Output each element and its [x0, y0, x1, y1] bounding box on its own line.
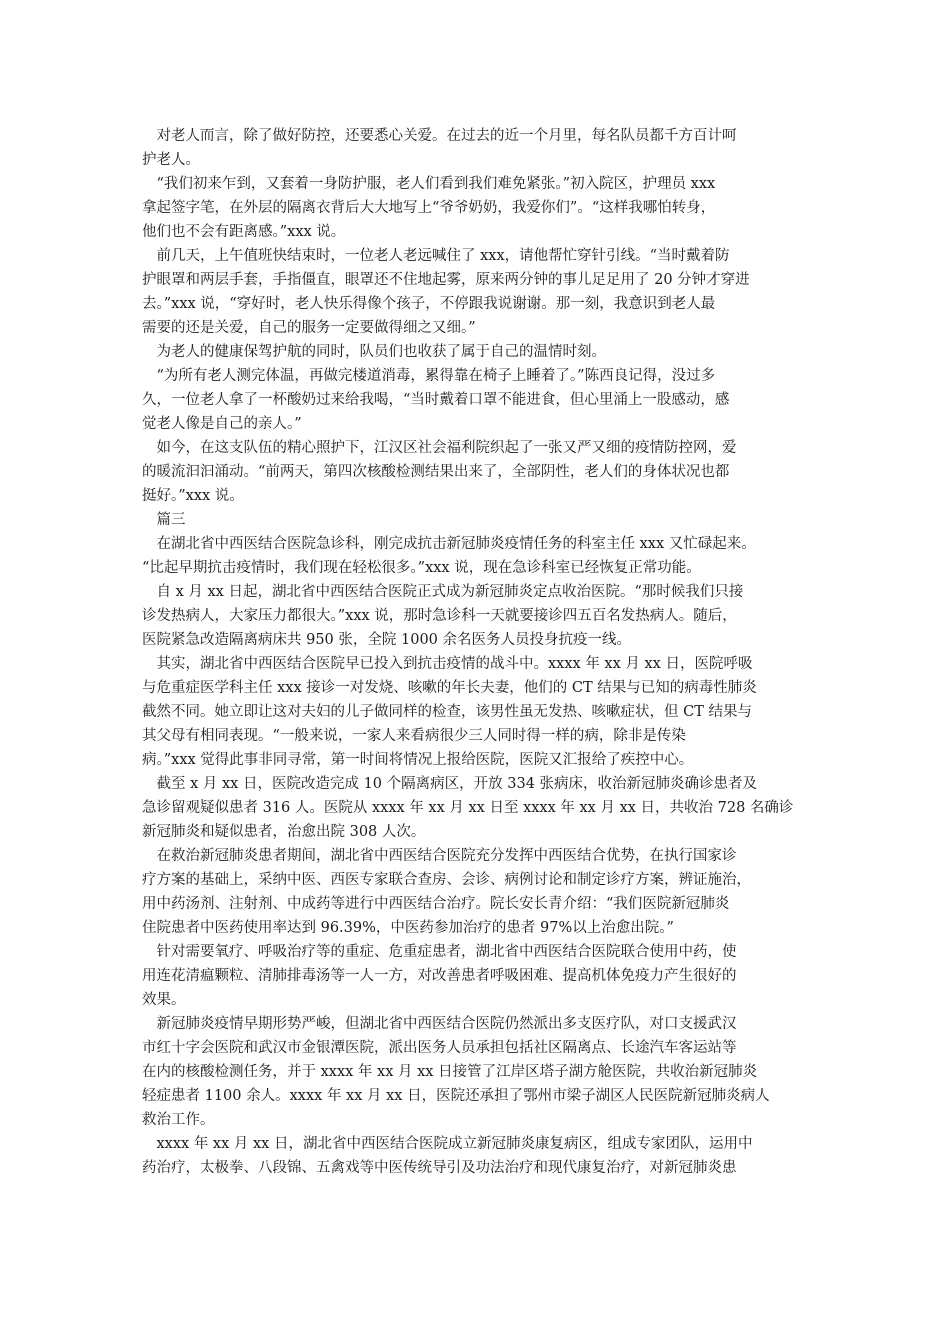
text-line: 新冠肺炎和疑似患者，治愈出院 308 人次。 [142, 824, 426, 840]
text-line: “为所有老人测完体温，再做完楼道消毒，累得靠在椅子上睡着了。”陈西良记得，没过多 [142, 368, 716, 384]
text-line: 久，一位老人拿了一杯酸奶过来给我喝，“当时戴着口罩不能进食，但心里涌上一股感动，感 [142, 392, 730, 408]
paragraph [142, 124, 814, 172]
text-line: 用中药汤剂、注射剂、中成药等进行中西医结合治疗。院长安长青介绍：“我们医院新冠肺炎 [142, 896, 730, 912]
paragraph [142, 172, 814, 244]
text-line: 自 x 月 xx 日起，湖北省中西医结合医院正式成为新冠肺炎定点收治医院。“那时候我们只接 [142, 584, 744, 600]
text-line: 医院紧急改造隔离病床共 950 张，全院 1000 余名医务人员投身抗疫一线。 [142, 632, 632, 648]
text-line: 诊发热病人，大家压力都很大。”xxx 说，那时急诊科一天就要接诊四五百名发热病人。随后， [142, 608, 737, 624]
text-line: 急诊留观疑似患者 316 人。医院从 xxxx 年 xx 月 xx 日至 xxxx 年 xx 月 xx 日，共收治 728 名确诊 [142, 800, 794, 816]
text-line: “我们初来乍到，又套着一身防护服，老人们看到我们难免紧张。”初入院区，护理员 xxx [142, 176, 716, 192]
document-body [142, 124, 814, 1180]
text-line: 如今，在这支队伍的精心照护下，江汉区社会福利院织起了一张又严又细的疫情防控网，爱 [142, 440, 737, 456]
text-line: 护老人。 [142, 152, 200, 168]
text-line: 护眼罩和两层手套，手指僵直，眼罩还不住地起雾，原来两分钟的事儿足足用了 20 分钟才穿进 [142, 272, 750, 288]
paragraph [142, 844, 814, 940]
paragraph [142, 508, 814, 532]
text-line: 为老人的健康保驾护航的同时，队员们也收获了属于自己的温情时刻。 [142, 344, 606, 360]
text-line: “比起早期抗击疫情时，我们现在轻松很多。”xxx 说，现在急诊科室已经恢复正常功能。 [142, 560, 701, 576]
text-line: 在救治新冠肺炎患者期间，湖北省中西医结合医院充分发挥中西医结合优势，在执行国家诊 [142, 848, 737, 864]
text-line: 救治工作。 [142, 1112, 215, 1128]
text-line: 在内的核酸检测任务，并于 xxxx 年 xx 月 xx 日接管了江岸区塔子湖方舱医院，共收治新冠肺炎 [142, 1064, 758, 1080]
text-line: 去。”xxx 说，“穿好时，老人快乐得像个孩子，不停跟我说谢谢。那一刻，我意识到老人最 [142, 296, 716, 312]
text-line: 前几天，上午值班快结束时，一位老人老远喊住了 xxx，请他帮忙穿针引线。“当时戴着防 [142, 248, 730, 264]
text-line: 市红十字会医院和武汉市金银潭医院，派出医务人员承担包括社区隔离点、长途汽车客运站等 [142, 1040, 737, 1056]
text-line: 觉老人像是自己的亲人。” [142, 416, 302, 432]
text-line: 与危重症医学科主任 xxx 接诊一对发烧、咳嗽的年长夫妻，他们的 CT 结果与已知的病毒性肺炎 [142, 680, 757, 696]
paragraph [142, 1132, 814, 1180]
text-line: 需要的还是关爱，自己的服务一定要做得细之又细。” [142, 320, 476, 336]
text-line: 他们也不会有距离感。”xxx 说。 [142, 224, 346, 240]
text-line: xxxx 年 xx 月 xx 日，湖北省中西医结合医院成立新冠肺炎康复病区，组成专家团队，运用中 [142, 1136, 753, 1152]
text-line: 疗方案的基础上，采纳中医、西医专家联合查房、会诊、病例讨论和制定诊疗方案，辨证施治， [142, 872, 751, 888]
text-line: 截然不同。她立即让这对夫妇的儿子做同样的检查，该男性虽无发热、咳嗽症状，但 CT 结果与 [142, 704, 752, 720]
paragraph [142, 652, 814, 772]
paragraph [142, 340, 814, 364]
text-line: 用连花清瘟颗粒、清肺排毒汤等一人一方，对改善患者呼吸困难、提高机体免疫力产生很好的 [142, 968, 737, 984]
paragraph [142, 532, 814, 580]
text-line: 新冠肺炎疫情早期形势严峻，但湖北省中西医结合医院仍然派出多支医疗队，对口支援武汉 [142, 1016, 737, 1032]
paragraph [142, 1012, 814, 1132]
paragraph [142, 940, 814, 1012]
text-line: 在湖北省中西医结合医院急诊科，刚完成抗击新冠肺炎疫情任务的科室主任 xxx 又忙碌起来。 [142, 536, 756, 552]
text-line: 挺好。”xxx 说。 [142, 488, 244, 504]
text-line: 住院患者中医药使用率达到 96.39%，中医药参加治疗的患者 97%以上治愈出院。” [142, 920, 674, 936]
paragraph [142, 364, 814, 436]
text-line: 篇三 [142, 512, 186, 528]
paragraph [142, 436, 814, 508]
text-line: 其父母有相同表现。“一般来说，一家人来看病很少三人同时得一样的病，除非是传染 [142, 728, 686, 744]
text-line: 其实，湖北省中西医结合医院早已投入到抗击疫情的战斗中。xxxx 年 xx 月 xx 日，医院呼吸 [142, 656, 753, 672]
text-line: 效果。 [142, 992, 186, 1008]
text-line: 对老人而言，除了做好防控，还要悉心关爱。在过去的近一个月里，每名队员都千方百计呵 [142, 128, 737, 144]
text-line: 病。”xxx 觉得此事非同寻常，第一时间将情况上报给医院，医院又汇报给了疾控中心。 [142, 752, 694, 768]
text-line: 拿起签字笔，在外层的隔离衣背后大大地写上“爷爷奶奶，我爱你们”。“这样我哪怕转身， [142, 200, 716, 216]
paragraph [142, 580, 814, 652]
text-line: 的暖流汩汩涌动。“前两天，第四次核酸检测结果出来了，全部阴性，老人们的身体状况也都 [142, 464, 730, 480]
paragraph [142, 772, 814, 844]
text-line: 截至 x 月 xx 日，医院改造完成 10 个隔离病区，开放 334 张病床，收治新冠肺炎确诊患者及 [142, 776, 758, 792]
paragraph [142, 244, 814, 340]
text-line: 针对需要氧疗、呼吸治疗等的重症、危重症患者，湖北省中西医结合医院联合使用中药，使 [142, 944, 737, 960]
text-line: 药治疗，太极拳、八段锦、五禽戏等中医传统导引及功法治疗和现代康复治疗，对新冠肺炎患 [142, 1160, 737, 1176]
text-line: 轻症患者 1100 余人。xxxx 年 xx 月 xx 日，医院还承担了鄂州市梁子湖区人民医院新冠肺炎病人 [142, 1088, 770, 1104]
